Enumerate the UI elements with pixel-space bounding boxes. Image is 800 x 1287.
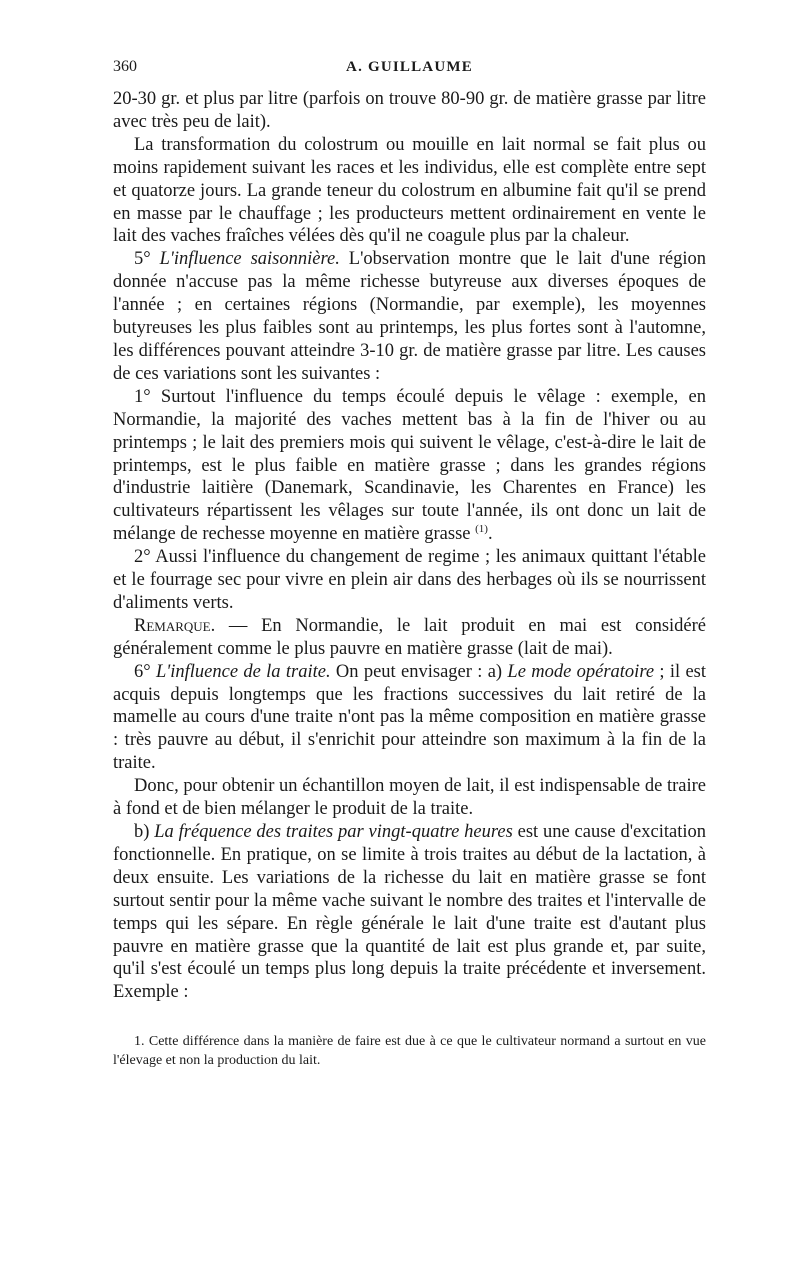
- paragraph: 6° L'influence de la traite. On peut envisager : a) Le mode opératoire ; il est acquis depuis longtemps que les fractions successives du lait retiré de la mamelle au cours d'une traite n'ont pas la même composition en matière grasse : très pauvre au début, il s'enrichit pour atteindre son maximum à la fin de la traite.: [113, 661, 706, 774]
- paragraph: 20-30 gr. et plus par litre (parfois on trouve 80-90 gr. de matière grasse par litre avec très peu de lait).: [113, 89, 706, 132]
- page-header: [113, 54, 706, 80]
- body-text: [113, 88, 706, 1004]
- paragraph: b) La fréquence des traites par vingt-quatre heures est une cause d'excitation fonctionnelle. En pratique, on se limite à trois traites au début de la lactation, à deux ensuite. Les variations de la richesse du lait en matière grasse se font surtout sentir pour la même vache suivant le nombre des traites et l'intervalle de temps qui les sépare. En règle générale le lait d'une traite est d'autant plus pauvre en matière grasse que la quantité de lait est plus grande et, par suite, qu'il s'est écoulé un temps plus long depuis la traite précédente et inversement. Exemple :: [113, 822, 706, 1003]
- paragraph: La transformation du colostrum ou mouille en lait normal se fait plus ou moins rapidement suivant les races et les individus, elle est complète entre sept et quatorze jours. La grande teneur du colostrum en albumine fait qu'il se prend en masse par le chauffage ; les producteurs mettent ordinairement en vente le lait des vaches fraîches vélées dès qu'il ne coagule plus par la chaleur.: [113, 134, 706, 247]
- footnote-marker: 1.: [134, 1034, 145, 1049]
- paragraph: 5° L'influence saisonnière. L'observation montre que le lait d'une région donnée n'accuse pas la même richesse butyreuse aux diverses époques de l'année ; en certaines régions (Normandie, par exemple), les moyennes butyreuses les plus faibles sont au printemps, les plus fortes sont à l'automne, les différences pouvant atteindre 3-10 gr. de matière grasse par litre. Les causes de ces variations sont les suivantes :: [113, 249, 706, 384]
- footnotes: [113, 1032, 706, 1070]
- paragraph: Donc, pour obtenir un échantillon moyen de lait, il est indispensable de traire à fond et de bien mélanger le produit de la traite.: [113, 776, 706, 820]
- page-number: 360: [113, 58, 137, 75]
- subsection-heading: La fréquence des traites par vingt-quatre heures: [154, 822, 513, 842]
- paragraph: 2° Aussi l'influence du changement de regime ; les animaux quittant l'étable et le fourrage sec pour vivre en plein air dans des herbages où ils se nourrissent d'aliments verts.: [113, 547, 706, 613]
- paragraph: Remarque. — En Normandie, le lait produit en mai est considéré généralement comme le plus pauvre en matière grasse (lait de mai).: [113, 615, 706, 659]
- section-heading: L'influence saisonnière.: [159, 249, 340, 270]
- running-head: A. GUILLAUME: [346, 59, 473, 75]
- footnote-reference: (1): [475, 523, 488, 536]
- remark-label: Remarque.: [134, 615, 216, 636]
- footnote: 1. Cette différence dans la manière de faire est due à ce que le cultivateur normand a surtout en vue l'élevage et non la production du lait.: [113, 1034, 706, 1068]
- paragraph: 1° Surtout l'influence du temps écoulé depuis le vêlage : exemple, en Normandie, la majorité des vaches mettent bas à la fin de l'hiver ou au printemps ; le lait des premiers mois qui suivent le vêlage, c'est-à-dire le lait de printemps, est le plus faible en matière grasse ; dans les grandes régions d'industrie laitière (Danemark, Scandinavie, les Charentes en France) les cultivateurs répartissent les vêlages sur toute l'année, ils ont donc un lait de mélange de rechesse moyenne en matière grasse $^{(1)}$.: [113, 386, 706, 545]
- section-heading: L'influence de la traite.: [155, 661, 331, 682]
